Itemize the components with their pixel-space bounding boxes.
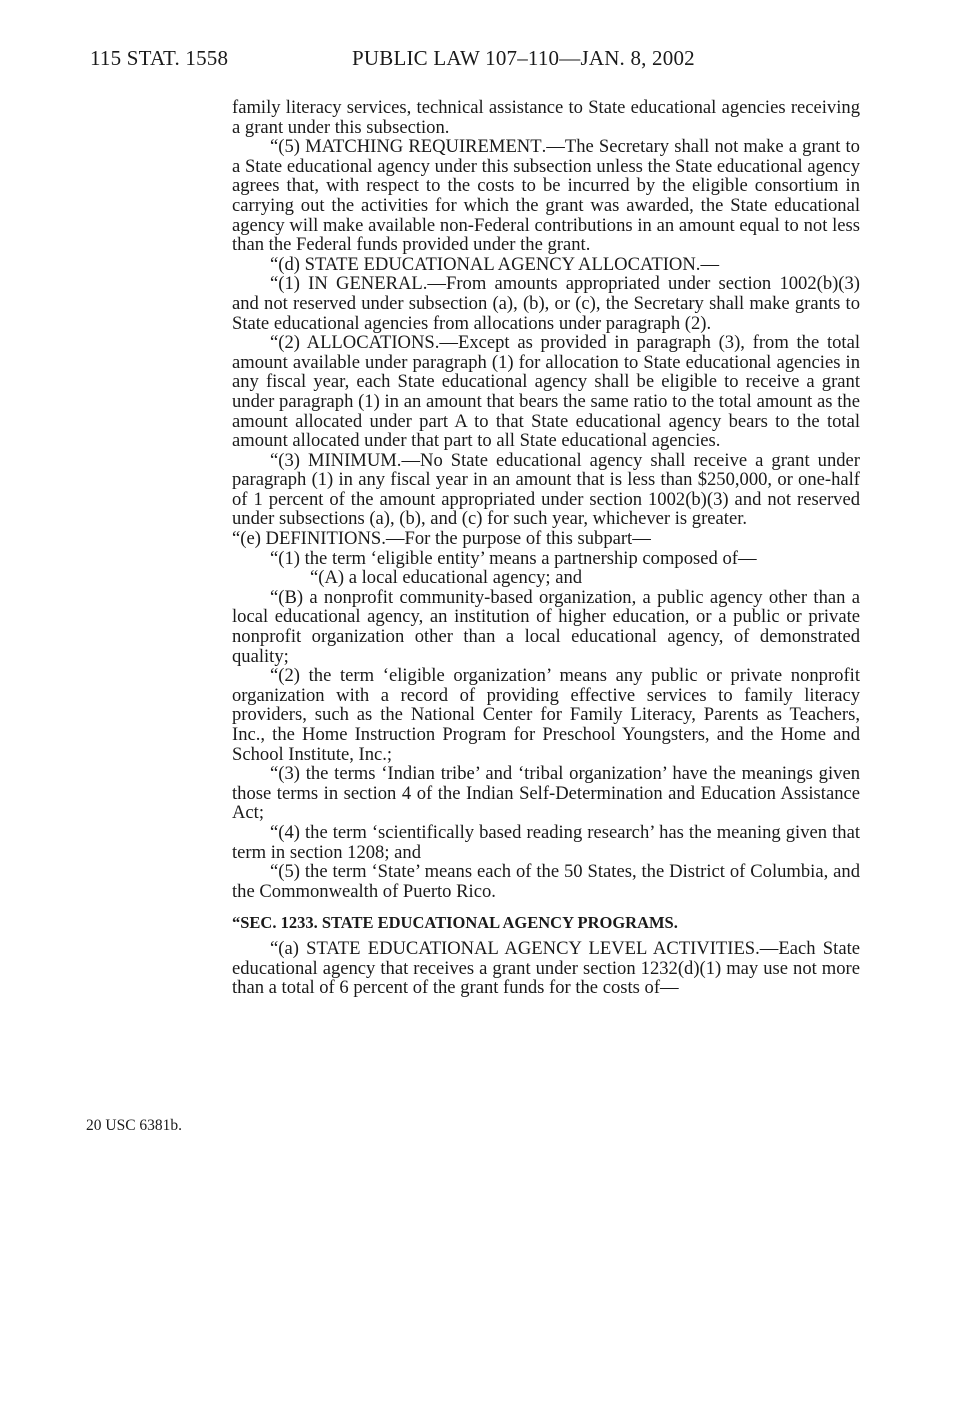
- paragraph: “(1) the term ‘eligible entity’ means a partnership composed of—: [270, 547, 757, 569]
- paragraph: “(B) a nonprofit community-based organization, a public agency other than a local educational agency, an institution of higher education, or a public or private nonprofit organization other than a local educational agency, of demonstrated quality;: [232, 586, 860, 667]
- paragraph: “(2) the term ‘eligible organization’ means any public or private nonprofit organization with a record of providing effective services to family literacy providers, such as the National Center for Family Literacy, Parents as Teachers, Inc., the Home Instruction Program for Preschool Youngsters, and the Home and School Institute, Inc.;: [232, 665, 860, 765]
- paragraph: “(A) a local educational agency; and: [310, 567, 583, 589]
- paragraph: “(3) the terms ‘Indian tribe’ and ‘tribal organization’ have the meanings given those terms in section 4 of the Indian Self-Determination and Education Assistance Act;: [232, 763, 860, 824]
- page-header: [90, 46, 870, 76]
- paragraph: “(4) the term ‘scientifically based reading research’ has the meaning given that term in section 1208; and: [232, 821, 860, 863]
- section-heading: “SEC. 1233. STATE EDUCATIONAL AGENCY PROGRAMS.: [232, 913, 678, 933]
- paragraph-allocations: “(2) ALLOCATIONS.—Except as provided in paragraph (3), from the total amount available under paragraph (1) for allocation to State educational agencies in any fiscal year, each State educational agency shall be eligible to receive a grant under paragraph (1) in an amount that bears the same ratio to the total amount as the amount allocated under part A to that State educational agency bears to the total amount allocated under that part to all State educational agencies.: [232, 332, 860, 452]
- paragraph-matching-requirement: “(5) MATCHING REQUIREMENT.—The Secretary shall not make a grant to a State educational agency under this subsection unless the State educational agency agrees that, with respect to the costs to be incurred by the eligible consortium in carrying out the activities for which the grant was awarded, the State educational agency will make available non-Federal contributions in an amount equal to not less than the Federal funds provided under the grant.: [232, 136, 860, 256]
- public-law-title: PUBLIC LAW 107–110—JAN. 8, 2002: [352, 46, 695, 70]
- paragraph-in-general: “(1) IN GENERAL.—From amounts appropriated under section 1002(b)(3) and not reserved under subsection (a), (b), or (c), the Secretary shall make grants to State educational agencies from allocations under paragraph (2).: [232, 273, 860, 334]
- paragraph: “(5) the term ‘State’ means each of the 50 States, the District of Columbia, and the Commonwealth of Puerto Rico.: [232, 861, 860, 902]
- paragraph-state-level-activities: “(a) STATE EDUCATIONAL AGENCY LEVEL ACTIVITIES.—Each State educational agency that receives a grant under section 1232(d)(1) may use not more than a total of 6 percent of the grant funds for the costs of—: [232, 937, 860, 999]
- paragraph-minimum: “(3) MINIMUM.—No State educational agency shall receive a grant under paragraph (1) in any fiscal year in an amount that is less than $250,000, or one-half of 1 percent of the amount appropriated under section 1002(b)(3) and not reserved under subsections (a), (b), and (c) for such year, whichever is greater.: [232, 449, 860, 530]
- paragraph-definitions: “(e) DEFINITIONS.—For the purpose of this subpart—: [232, 528, 651, 550]
- paragraph-state-allocation: “(d) STATE EDUCATIONAL AGENCY ALLOCATION.—: [270, 253, 720, 275]
- margin-citation: 20 USC 6381b.: [86, 1117, 183, 1134]
- stat-reference: 115 STAT. 1558: [90, 46, 229, 70]
- paragraph: family literacy services, technical assistance to State educational agencies receiving a grant under this subsection.: [232, 97, 860, 138]
- document-body: [232, 98, 860, 998]
